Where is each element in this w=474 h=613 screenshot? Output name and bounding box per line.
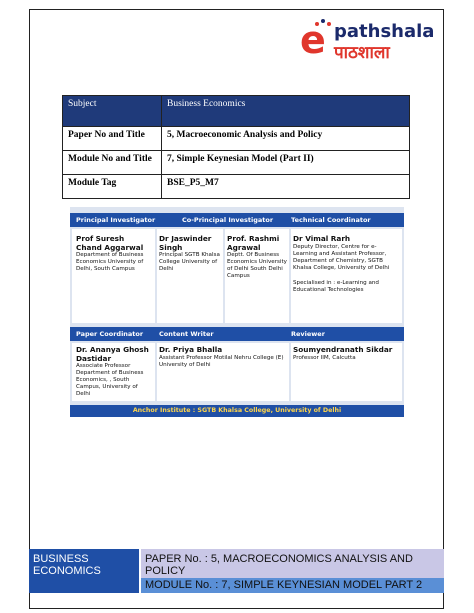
logo-latin-text: pathshala xyxy=(334,21,435,42)
meta-value: Business Economics xyxy=(162,96,410,127)
footer-paper-line: PAPER No. : 5, MACROECONOMICS ANALYSIS AND POLICY xyxy=(145,553,413,577)
cw-detail: Assistant Professor Motilal Nehru College (E) University of Delhi xyxy=(159,354,284,368)
tech-cell xyxy=(293,235,398,294)
cw-name: Dr. Priya Bhalla xyxy=(159,345,223,354)
copi1-detail: Principal SGTB Khalsa College University of Delhi xyxy=(159,252,220,272)
meta-value: 5, Macroeconomic Analysis and Policy xyxy=(162,127,410,151)
epathshala-logo xyxy=(300,18,440,68)
pi-detail: Department of Business Economics University of Delhi, South Campus xyxy=(76,252,144,272)
table-row xyxy=(63,175,410,199)
team-header-bar-2 xyxy=(70,327,404,341)
meta-key: Paper No and Title xyxy=(63,127,162,151)
tech-detail: Deputy Director, Centre for e-Learning and Assistant Professor, Department of Chemistry, SGTB Khalsa College, University of Delhi xyxy=(293,243,390,271)
rv-cell xyxy=(293,346,398,362)
rv-detail: Professor IIM, Calcutta xyxy=(293,354,356,361)
header-principal-investigator: Principal Investigator xyxy=(76,216,156,224)
meta-key: Module Tag xyxy=(63,175,162,199)
pi-name: Prof Suresh Chand Aggarwal xyxy=(76,234,144,252)
meta-value: BSE_P5_M7 xyxy=(162,175,410,199)
header-technical-coordinator: Technical Coordinator xyxy=(291,216,371,224)
team-header-bar-1 xyxy=(70,213,404,227)
module-info-table xyxy=(62,95,410,199)
meta-value: 7, Simple Keynesian Model (Part II) xyxy=(162,151,410,175)
pc-detail: Associate Professor Department of Business Economics, , South Campus, University of Delhi xyxy=(76,363,144,397)
tech-name: Dr Vimal Rarh xyxy=(293,234,351,243)
pc-name: Dr. Ananya Ghosh Dastidar xyxy=(76,345,149,363)
table-row xyxy=(63,96,410,127)
header-paper-coordinator: Paper Coordinator xyxy=(76,330,144,338)
copi1-cell xyxy=(159,235,221,273)
copi2-detail: Deptt. Of Business Economics University of Delhi South Delhi Campus xyxy=(227,252,287,279)
meta-key: Subject xyxy=(63,96,162,127)
cw-cell xyxy=(159,346,285,369)
header-content-writer: Content Writer xyxy=(159,330,214,338)
header-co-principal-investigator: Co-Principal Investigator xyxy=(182,216,274,224)
header-reviewer: Reviewer xyxy=(291,330,325,338)
logo-hindi-text: पाठशाला xyxy=(334,43,390,63)
copi2-name: Prof. Rashmi Agrawal xyxy=(227,234,280,252)
table-row xyxy=(63,127,410,151)
footer xyxy=(29,549,444,593)
footer-module-line: MODULE No. : 7, SIMPLE KEYNESIAN MODEL PART 2 xyxy=(141,578,444,593)
tech-extra: Specialised in : e-Learning and Educational Technologies xyxy=(293,279,379,293)
anchor-institute: Anchor Institute : SGTB Khalsa College, University of Delhi xyxy=(70,405,404,417)
meta-key: Module No and Title xyxy=(63,151,162,175)
copi1-name: Dr Jaswinder Singh xyxy=(159,234,212,252)
team-credits-panel xyxy=(70,207,404,417)
pi-cell xyxy=(76,235,151,273)
rv-name: Soumyendranath Sikdar xyxy=(293,345,393,354)
pc-cell xyxy=(76,346,151,398)
copi2-cell xyxy=(227,235,287,280)
footer-subject: BUSINESS ECONOMICS xyxy=(29,549,139,593)
table-row xyxy=(63,151,410,175)
footer-paper-module xyxy=(141,549,444,593)
logo-e-letter: e xyxy=(300,18,326,62)
